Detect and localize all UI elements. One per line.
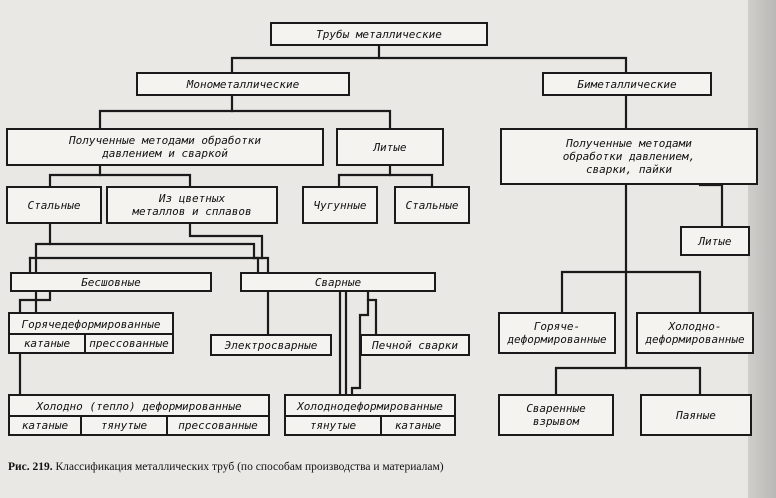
- edge-bus-welded: [254, 258, 258, 272]
- node-mono-cast: Литые: [336, 128, 444, 166]
- caption-text: Классификация металлических труб (по способам производства и материалам): [52, 461, 444, 473]
- edge-welded-furnace: [368, 292, 376, 334]
- node-bi-pressure: Полученные методами обработки давлением, сварки, пайки: [500, 128, 758, 185]
- node-bi-hot-deformed: Горяче- деформированные: [498, 312, 616, 354]
- node-cold-deformed: [284, 394, 456, 436]
- edge-bipressure-down: [562, 185, 626, 312]
- edge-cast-caststeel: [390, 175, 432, 186]
- node-bimetallic: Биметаллические: [542, 72, 712, 96]
- node-bi-soldered: Паяные: [640, 394, 752, 436]
- cold-warm-label: Холодно (тепло) деформированные: [36, 399, 242, 413]
- edge-root-mono: [232, 44, 379, 72]
- node-root: Трубы металлические: [270, 22, 488, 46]
- cw-rolled-cell: катаные: [21, 418, 69, 432]
- node-electrowelded: Электросварные: [210, 334, 332, 356]
- node-welded: Сварные: [240, 272, 436, 292]
- node-steel: Стальные: [6, 186, 102, 224]
- edge-bipressure-cast: [700, 185, 722, 226]
- edge-welded-conn: [262, 258, 268, 272]
- edge-pressure-steel: [50, 166, 100, 186]
- hot-rolled-cell: катаные: [23, 336, 71, 350]
- cw-drawn-cell: тянутые: [100, 418, 148, 432]
- edge-pressure-nonferrous: [100, 175, 190, 186]
- hot-deformed-label: Горячедеформированные: [21, 317, 161, 331]
- node-cast-steel: Стальные: [394, 186, 470, 224]
- hot-pressed-cell: прессованные: [89, 336, 169, 350]
- cd-rolled-cell: катаные: [394, 418, 442, 432]
- node-cast-iron: Чугунные: [302, 186, 378, 224]
- cw-pressed-cell: прессованные: [178, 418, 258, 432]
- node-mono-pressure: Полученные методами обработки давлением и сваркой: [6, 128, 324, 166]
- edge-cast-castiron: [339, 166, 390, 186]
- node-seamless: Бесшовные: [10, 272, 212, 292]
- node-bi-cold-deformed: Холодно- деформированные: [636, 312, 754, 354]
- edge-bi-soldered: [626, 368, 700, 394]
- figure-caption: [8, 461, 444, 473]
- node-furnace-welded: Печной сварки: [360, 334, 470, 356]
- edge-root-bimetal: [379, 58, 626, 72]
- edge-mono-pressure: [100, 96, 232, 128]
- edge-steel-seamless: [50, 224, 254, 258]
- node-bi-cast: Литые: [680, 226, 750, 256]
- node-hot-deformed: [8, 312, 174, 354]
- cold-deformed-label: Холоднодеформированные: [297, 399, 443, 413]
- node-bi-explosion: Сваренные взрывом: [498, 394, 614, 436]
- node-cold-warm: [8, 394, 270, 436]
- cd-drawn-cell: тянутые: [309, 418, 357, 432]
- node-monometallic: Монометаллические: [136, 72, 350, 96]
- edge-bipressure-cold: [626, 272, 700, 312]
- edge-nonferrous-down: [190, 224, 262, 258]
- node-nonferrous: Из цветных металлов и сплавов: [106, 186, 278, 224]
- caption-label: Рис. 219.: [8, 461, 53, 473]
- edge-mono-cast: [232, 111, 390, 128]
